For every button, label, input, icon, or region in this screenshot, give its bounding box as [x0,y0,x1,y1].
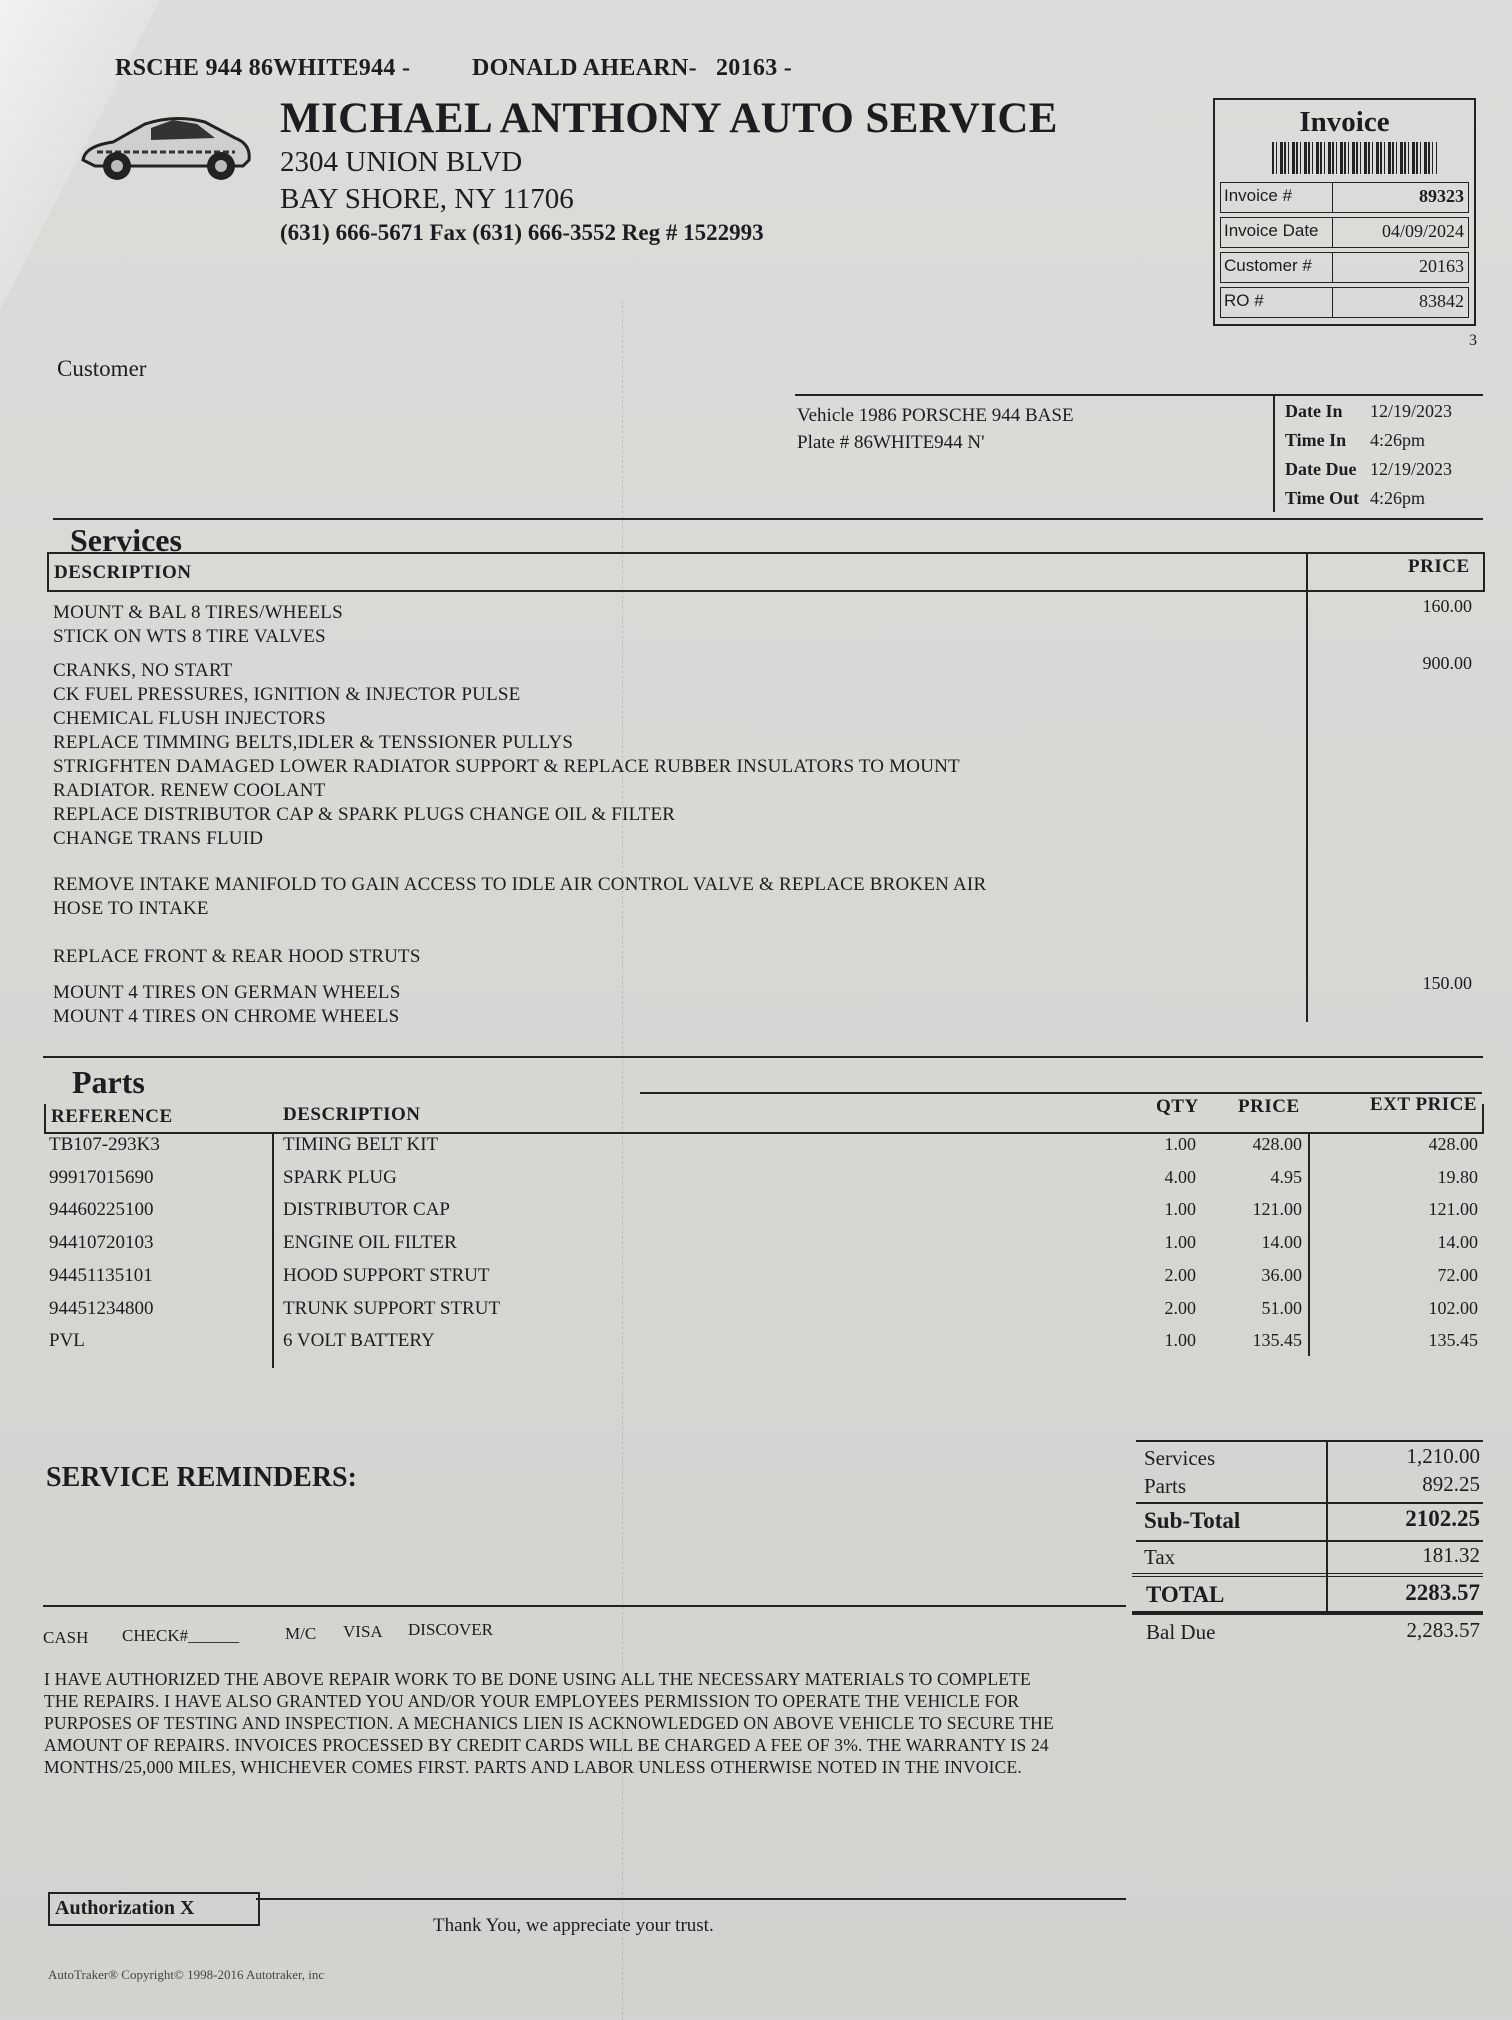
part-qty: 1.00 [1164,1134,1196,1154]
payment-rule [43,1605,1126,1607]
part-ext-price: 121.00 [1428,1199,1478,1219]
part-description: ENGINE OIL FILTER [283,1232,457,1253]
part-ext-price: 14.00 [1437,1232,1478,1252]
invoice-number-label: Invoice # [1224,186,1293,205]
service-line: STRIGFHTEN DAMAGED LOWER RADIATOR SUPPORT & REPLACE RUBBER INSULATORS TO MOUNT [53,756,960,777]
customer-number-row [1220,252,1469,283]
part-price: 121.00 [1252,1199,1302,1219]
part-reference: 99917015690 [49,1167,154,1188]
customer-label: Customer [57,356,147,381]
service-reminders-title: SERVICE REMINDERS: [46,1462,357,1493]
header-customer-name: DONALD AHEARN- [472,55,697,81]
customer-number-value: 20163 [1419,256,1464,276]
invoice-number-row [1220,182,1469,213]
page-number: 3 [1469,332,1477,349]
payment-mc: M/C [285,1624,317,1643]
totals-divider [1326,1442,1328,1614]
totals-services-value: 1,210.00 [1406,1444,1480,1468]
invoice-info-box [1213,98,1476,326]
service-line: MOUNT 4 TIRES ON GERMAN WHEELS [53,982,401,1003]
ro-number-row [1220,287,1469,318]
totals-parts-value: 892.25 [1422,1472,1480,1496]
header-vehicle-ref: RSCHE 944 86WHITE944 - [115,55,411,81]
totals-top-rule [1136,1440,1483,1442]
date-due-label: Date Due [1285,459,1357,479]
thank-you-note: Thank You, we appreciate your trust. [433,1915,714,1936]
service-price: 150.00 [1422,973,1472,993]
part-qty: 2.00 [1164,1298,1196,1318]
part-qty: 1.00 [1164,1232,1196,1252]
parts-ext-divider [1308,1132,1310,1356]
part-qty: 1.00 [1164,1330,1196,1350]
part-reference: 94451234800 [49,1298,154,1319]
legal-line: I HAVE AUTHORIZED THE ABOVE REPAIR WORK TO BE DONE USING ALL THE NECESSARY MATERIALS TO COMPLETE [44,1669,1031,1689]
parts-col-description: DESCRIPTION [283,1104,421,1125]
service-line: STICK ON WTS 8 TIRE VALVES [53,626,326,647]
date-in-label: Date In [1285,401,1343,421]
company-name: MICHAEL ANTHONY AUTO SERVICE [280,95,1058,142]
tax-rule [1136,1540,1483,1542]
vehicle-block-rule [795,394,1483,396]
service-line: REPLACE TIMMING BELTS,IDLER & TENSSIONER PULLYS [53,732,574,753]
subtotal-label: Sub-Total [1144,1508,1241,1533]
service-line: CHEMICAL FLUSH INJECTORS [53,708,326,729]
part-description: HOOD SUPPORT STRUT [283,1265,490,1286]
service-line: CK FUEL PRESSURES, IGNITION & INJECTOR PULSE [53,684,521,705]
part-ext-price: 102.00 [1428,1298,1478,1318]
part-description: SPARK PLUG [283,1167,397,1188]
part-price: 14.00 [1261,1232,1302,1252]
plate-line: Plate # 86WHITE944 N' [797,432,985,453]
services-title: Services [70,522,182,558]
subtotal-value: 2102.25 [1405,1506,1480,1531]
totals-services-label: Services [1144,1446,1216,1470]
legal-line: AMOUNT OF REPAIRS. INVOICES PROCESSED BY CREDIT CARDS WILL BE CHARGED A FEE OF 3%. THE WARRANTY IS 24 [44,1735,1049,1755]
invoice-number-value: 89323 [1419,186,1464,206]
total-rule [1132,1573,1483,1577]
service-line: REMOVE INTAKE MANIFOLD TO GAIN ACCESS TO IDLE AIR CONTROL VALVE & REPLACE BROKEN AIR [53,874,987,895]
parts-top-rule [43,1056,1483,1058]
service-line: MOUNT 4 TIRES ON CHROME WHEELS [53,1006,400,1027]
service-line: REPLACE DISTRIBUTOR CAP & SPARK PLUGS CHANGE OIL & FILTER [53,804,676,825]
signature-line [256,1898,1126,1900]
date-due-value: 12/19/2023 [1370,459,1453,479]
bal-due-value: 2,283.57 [1406,1618,1480,1642]
services-col-price: PRICE [1408,556,1470,577]
time-out-label: Time Out [1285,488,1360,508]
total-value: 2283.57 [1405,1580,1480,1605]
part-reference: TB107-293K3 [49,1134,160,1155]
part-ext-price: 19.80 [1437,1167,1478,1187]
service-line: CHANGE TRANS FLUID [53,828,264,849]
payment-discover: DISCOVER [408,1620,494,1639]
services-top-rule [53,518,1483,520]
parts-header-top-rule [640,1092,1482,1094]
part-description: TRUNK SUPPORT STRUT [283,1298,501,1319]
payment-cash: CASH [43,1628,89,1647]
total-label: TOTAL [1146,1582,1225,1607]
part-qty: 4.00 [1164,1167,1196,1187]
invoice-date-label: Invoice Date [1224,221,1319,240]
part-qty: 2.00 [1164,1265,1196,1285]
customer-number-label: Customer # [1224,256,1312,275]
service-line: RADIATOR. RENEW COOLANT [53,780,326,801]
tax-label: Tax [1144,1545,1176,1569]
parts-col-qty: QTY [1156,1096,1199,1117]
part-description: DISTRIBUTOR CAP [283,1199,450,1220]
authorization-label: Authorization X [55,1897,195,1919]
parts-col-ext-price: EXT PRICE [1370,1094,1478,1115]
service-line: HOSE TO INTAKE [53,898,209,919]
legal-line: MONTHS/25,000 MILES, WHICHEVER COMES FIRST. PARTS AND LABOR UNLESS OTHERWISE NOTED IN THE INVOICE. [44,1757,1023,1777]
company-address-city: BAY SHORE, NY 11706 [280,183,574,215]
service-line: MOUNT & BAL 8 TIRES/WHEELS [53,602,343,623]
part-reference: 94460225100 [49,1199,154,1220]
header-customer-number: 20163 - [716,55,793,81]
parts-ref-divider [272,1132,274,1368]
part-description: 6 VOLT BATTERY [283,1330,435,1351]
service-line: CRANKS, NO START [53,660,233,681]
porsche-car-logo [75,108,255,186]
services-price-divider [1306,552,1308,1022]
part-ext-price: 428.00 [1428,1134,1478,1154]
time-in-value: 4:26pm [1370,430,1426,450]
tax-value: 181.32 [1422,1543,1480,1567]
time-in-label: Time In [1285,430,1347,450]
invoice-date-row [1220,217,1469,248]
part-ext-price: 72.00 [1437,1265,1478,1285]
total-bottom-rule [1132,1611,1483,1615]
part-price: 428.00 [1252,1134,1302,1154]
authorization-box[interactable] [48,1892,260,1926]
date-in-value: 12/19/2023 [1370,401,1453,421]
part-reference: 94410720103 [49,1232,154,1253]
copyright-note: AutoTraker® Copyright© 1998-2016 Autotraker, inc [48,1967,325,1982]
services-header-bar [47,552,1485,592]
parts-col-reference: REFERENCE [51,1106,173,1127]
part-price: 36.00 [1261,1265,1302,1285]
part-reference: PVL [49,1330,85,1351]
part-ext-price: 135.45 [1428,1330,1478,1350]
invoice-box-title: Invoice [1299,106,1390,138]
time-out-value: 4:26pm [1370,488,1426,508]
vehicle-block-divider [1273,396,1275,512]
payment-visa: VISA [343,1622,383,1641]
part-price: 135.45 [1252,1330,1302,1350]
part-price: 51.00 [1261,1298,1302,1318]
services-col-description: DESCRIPTION [54,562,192,583]
ro-number-value: 83842 [1419,291,1464,311]
barcode [1272,142,1437,174]
service-line: REPLACE FRONT & REAR HOOD STRUTS [53,946,421,967]
totals-parts-label: Parts [1144,1474,1186,1498]
part-reference: 94451135101 [49,1265,153,1286]
part-price: 4.95 [1270,1167,1302,1187]
payment-check: CHECK#______ [122,1626,240,1645]
invoice-date-value: 04/09/2024 [1381,221,1464,241]
company-contact-line: (631) 666-5671 Fax (631) 666-3552 Reg # 1522993 [280,220,764,245]
part-qty: 1.00 [1164,1199,1196,1219]
service-price: 160.00 [1422,596,1472,616]
service-price: 900.00 [1422,653,1472,673]
ro-number-label: RO # [1224,291,1264,310]
legal-line: PURPOSES OF TESTING AND INSPECTION. A MECHANICS LIEN IS ACKNOWLEDGED ON ABOVE VEHICLE TO SECURE THE [44,1713,1054,1733]
legal-line: THE REPAIRS. I HAVE ALSO GRANTED YOU AND/OR YOUR EMPLOYEES PERMISSION TO OPERATE THE VEHICLE FOR [44,1691,1020,1711]
parts-col-price: PRICE [1238,1096,1300,1117]
parts-title: Parts [72,1064,145,1100]
part-description: TIMING BELT KIT [283,1134,439,1155]
bal-due-label: Bal Due [1146,1620,1216,1644]
company-address-street: 2304 UNION BLVD [280,146,523,178]
vehicle-line: Vehicle 1986 PORSCHE 944 BASE [797,405,1074,426]
subtotal-rule [1136,1502,1483,1504]
